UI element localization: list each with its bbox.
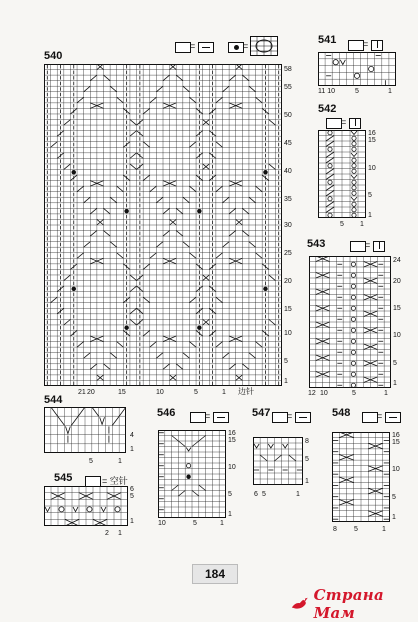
chart-548-row-1: 1 — [392, 514, 396, 521]
chart-543-legend-knit — [350, 241, 366, 252]
chart-540-col-10: 10 — [156, 389, 164, 396]
chart-544 — [44, 407, 126, 453]
chart-548-legend-knit — [362, 412, 378, 423]
chart-543-row-20: 20 — [393, 278, 401, 285]
chart-546-legend-purl — [213, 412, 229, 423]
chart-542-row-1: 1 — [368, 212, 372, 219]
chart-541-col-left: 11 10 — [318, 88, 335, 95]
chart-547 — [253, 437, 303, 485]
chart-543-col-10: 10 — [320, 390, 328, 397]
chart-541-col-1: 1 — [388, 88, 392, 95]
chart-541-legend-equals: = — [363, 39, 369, 49]
chart-542-row-5: 5 — [368, 192, 372, 199]
chart-540-row-55: 55 — [284, 84, 292, 91]
chart-545-row-5: 5 — [130, 493, 134, 500]
chart-540-row-35: 35 — [284, 196, 292, 203]
chart-547-legend-knit — [272, 412, 288, 423]
chart-548-col-8: 8 — [333, 526, 337, 533]
chart-545-col-2: 2 — [105, 530, 109, 537]
chart-540-row-15: 15 — [284, 306, 292, 313]
chart-542-title: 542 — [318, 103, 337, 115]
chart-545-title: 545 — [54, 472, 73, 484]
chart-540-edge-stitch-note: 边针 — [238, 387, 254, 396]
chart-540-row-20: 20 — [284, 278, 292, 285]
chart-546-col-10: 10 — [158, 520, 166, 527]
chart-542 — [318, 130, 366, 218]
chart-543-row-1: 1 — [393, 380, 397, 387]
chart-546-row-1: 1 — [228, 511, 232, 518]
chart-547-title: 547 — [252, 407, 271, 419]
chart-546-col-1: 1 — [220, 520, 224, 527]
chart-543-col-5: 5 — [352, 390, 356, 397]
chart-540-row-1: 1 — [284, 378, 288, 385]
chart-542-legend-knit — [326, 118, 342, 129]
chart-546-col-5: 5 — [193, 520, 197, 527]
chart-541-legend-bar — [371, 40, 383, 51]
legend-equals: = — [243, 41, 249, 51]
chart-544-row-1: 1 — [130, 446, 134, 453]
chart-540-row-40: 40 — [284, 168, 292, 175]
chart-540-row-25: 25 — [284, 250, 292, 257]
chart-541 — [318, 52, 396, 86]
chart-540-col-15: 15 — [118, 389, 126, 396]
chart-543-row-15: 15 — [393, 305, 401, 312]
page-number-box — [192, 564, 238, 584]
chart-544-col-5: 5 — [89, 458, 93, 465]
chart-546-legend-knit — [190, 412, 206, 423]
chart-543 — [309, 256, 391, 388]
chart-543-title: 543 — [307, 238, 326, 250]
chart-547-col-1: 1 — [296, 491, 300, 498]
chart-545-row-6: 6 — [130, 486, 134, 493]
legend-bobble-grid — [250, 36, 278, 56]
chart-542-row-16: 16 — [368, 130, 376, 137]
chart-544-col-1: 1 — [118, 458, 122, 465]
chart-548-row-16: 16 — [392, 432, 400, 439]
chart-541-col-5: 5 — [355, 88, 359, 95]
chart-540-row-50: 50 — [284, 112, 292, 119]
chart-548-col-5: 5 — [354, 526, 358, 533]
chart-542-col-5: 5 — [340, 221, 344, 228]
chart-543-legend-equals: = — [365, 240, 371, 250]
chart-540-row-10: 10 — [284, 330, 292, 337]
chart-542-row-10: 10 — [368, 165, 376, 172]
stork-logo-icon — [290, 594, 310, 614]
chart-540 — [44, 64, 282, 386]
chart-546-row-15: 15 — [228, 437, 236, 444]
chart-546-title: 546 — [157, 407, 176, 419]
chart-540-row-5: 5 — [284, 358, 288, 365]
page-number: 184 — [204, 567, 226, 581]
chart-545 — [44, 486, 128, 526]
chart-543-row-24: 24 — [393, 257, 401, 264]
chart-543-col-12: 12 — [308, 390, 316, 397]
chart-548-title: 548 — [332, 407, 351, 419]
chart-547-row-8: 8 — [305, 438, 309, 445]
chart-542-legend-bar — [349, 118, 361, 129]
chart-540-col-20: 20 — [87, 389, 95, 396]
legend-dot-box — [228, 42, 244, 53]
chart-546-legend-equals: = — [205, 411, 211, 421]
chart-544-row-4: 4 — [130, 432, 134, 439]
chart-540-title: 540 — [44, 50, 63, 62]
chart-547-col-6: 6 — [254, 491, 258, 498]
chart-546-row-16: 16 — [228, 430, 236, 437]
chart-543-col-1: 1 — [384, 390, 388, 397]
chart-541-legend-knit — [348, 40, 364, 51]
chart-542-row-15: 15 — [368, 137, 376, 144]
chart-540-row-30: 30 — [284, 222, 292, 229]
chart-544-title: 544 — [44, 394, 63, 406]
legend-purl-box — [198, 42, 214, 53]
chart-540-col-1: 1 — [222, 389, 226, 396]
chart-545-col-1: 1 — [118, 530, 122, 537]
chart-540-row-58: 58 — [284, 66, 292, 73]
chart-548-row-15: 15 — [392, 439, 400, 446]
chart-548-legend-purl — [385, 412, 401, 423]
legend-knit-box — [175, 42, 191, 53]
chart-543-row-10: 10 — [393, 332, 401, 339]
chart-548-legend-equals: = — [377, 411, 383, 421]
chart-543-legend-bar — [373, 241, 385, 252]
chart-548 — [332, 432, 390, 522]
chart-546-row-5: 5 — [228, 491, 232, 498]
chart-546 — [158, 430, 226, 518]
watermark-logo — [290, 586, 418, 622]
legend-equals: = — [190, 41, 196, 51]
chart-548-row-10: 10 — [392, 466, 400, 473]
chart-540-col-21: 21 — [78, 389, 86, 396]
chart-547-col-5: 5 — [262, 491, 266, 498]
chart-548-col-1: 1 — [382, 526, 386, 533]
chart-545-legend-text: = 空针 — [102, 476, 128, 486]
chart-548-row-5: 5 — [392, 494, 396, 501]
chart-547-legend-equals: = — [287, 411, 293, 421]
chart-543-row-5: 5 — [393, 360, 397, 367]
chart-545-row-1: 1 — [130, 518, 134, 525]
chart-541-title: 541 — [318, 34, 337, 46]
chart-542-legend-equals: = — [341, 117, 347, 127]
chart-546-row-10: 10 — [228, 464, 236, 471]
watermark-text: Страна Мам — [313, 586, 385, 622]
chart-542-col-1: 1 — [360, 221, 364, 228]
chart-540-col-5: 5 — [194, 389, 198, 396]
chart-540-row-45: 45 — [284, 140, 292, 147]
chart-547-row-5: 5 — [305, 456, 309, 463]
chart-547-legend-purl — [295, 412, 311, 423]
chart-547-row-1: 1 — [305, 478, 309, 485]
